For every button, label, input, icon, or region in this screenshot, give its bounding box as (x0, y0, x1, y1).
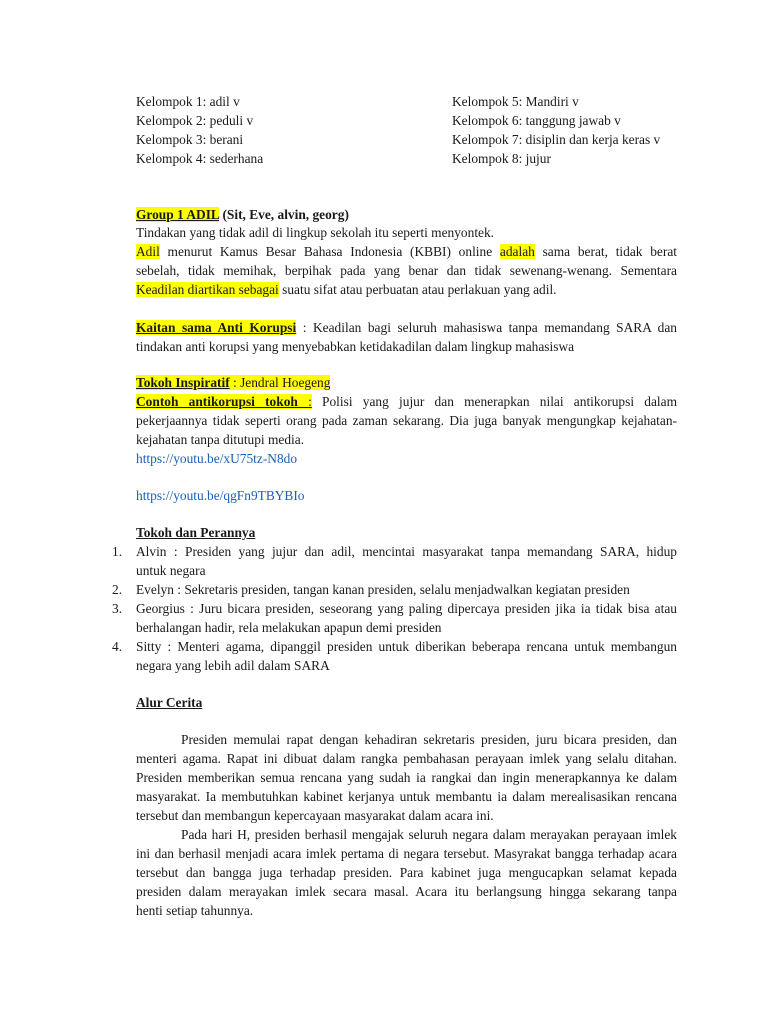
kelompok-item: Kelompok 2: peduli v (136, 113, 254, 128)
definition-line: sebelah, tidak memihak, berpihak pada yang benar dan tidak sewenang-wenang. Sementara (136, 263, 677, 278)
contoh-section (136, 392, 677, 449)
youtube-link-1[interactable]: https://youtu.be/xU75tz-N8do (136, 451, 298, 466)
definition-text: sama berat, tidak berat (534, 244, 677, 259)
adil-definition (136, 242, 677, 299)
paragraph-line: menteri agama. Rapat ini dibuat dalam rangka pembahasan perayaan imlek yang selalu ditahan. (136, 751, 677, 766)
list-item-text: Evelyn : Sekretaris presiden, tangan kanan presiden, selalu menjadwalkan kegiatan presiden (136, 582, 630, 597)
paragraph-line: tersebut dan membangun kepercayaan masyarakat dalam acara ini. (136, 808, 494, 823)
keadilan-highlight: Keadilan diartikan sebagai (136, 282, 279, 297)
group-heading (136, 205, 349, 224)
group-title: Group 1 ADIL (136, 207, 220, 222)
paragraph-line: Presiden memberikan semua rencana yang sudah ia rangkai dan ingin menerapkannya ke dalam (136, 770, 677, 785)
list-item (136, 637, 677, 675)
kaitan-text: Keadilan bagi seluruh mahasiswa tanpa memandang SARA dan (313, 320, 678, 335)
list-item (136, 599, 677, 637)
definition-text: menurut Kamus Besar Bahasa Indonesia (KBBI) online (159, 244, 500, 259)
kaitan-label: Kaitan sama Anti Korupsi (136, 320, 297, 335)
contoh-text: kejahatan tanpa ditutupi media. (136, 432, 305, 447)
list-number: 2. (112, 582, 123, 597)
kelompok-item: Kelompok 8: jujur (452, 151, 551, 166)
contoh-colon: : (308, 394, 312, 409)
group-statement: Tindakan yang tidak adil di lingkup sekolah itu seperti menyontek. (136, 225, 495, 240)
tokoh-inspiratif (136, 373, 330, 392)
paragraph-line: masyarakat. Ia membutuhkan kabinet kerjanya untuk membantu ia dalam merealisasikan rencana (136, 789, 677, 804)
paragraph-line: tersebut dan bangga juga terhadap presiden. Para kabinet juga mengucapkan selamat kepada (136, 865, 677, 880)
kelompok-item: Kelompok 6: tanggung jawab v (452, 113, 621, 128)
alur-heading: Alur Cerita (136, 695, 203, 710)
adalah-word: adalah (499, 244, 535, 259)
group-members: (Sit, Eve, alvin, georg) (219, 207, 349, 222)
contoh-text: pekerjaannya tidak seperti orang pada zaman sekarang. Dia juga banyak mengungkap kejahatan- (136, 413, 677, 428)
kaitan-text: tindakan anti korupsi yang menyebabkan ketidakadilan dalam lingkup mahasiswa (136, 339, 575, 354)
tokoh-label: Tokoh Inspiratif (136, 375, 230, 390)
paragraph-line: presiden dalam merayakan imlek secara masal. Acara itu berlangsung hingga sekarang tanpa (136, 884, 677, 899)
list-item-text: untuk negara (136, 563, 206, 578)
paragraph-line: ini dan berhasil menjadi acara imlek pertama di negara tersebut. Masyrakat bangga terhadap acara (136, 846, 677, 861)
kelompok-item: Kelompok 1: adil v (136, 94, 240, 109)
contoh-text: Polisi yang jujur dan menerapkan nilai antikorupsi dalam (311, 394, 677, 409)
list-item-text: negara yang lebih adil dalam SARA (136, 658, 330, 673)
kelompok-item: Kelompok 7: disiplin dan kerja keras v (452, 132, 661, 147)
list-number: 4. (112, 639, 123, 654)
adil-word: Adil (136, 244, 160, 259)
list-item (136, 542, 677, 580)
list-number: 3. (112, 601, 123, 616)
definition-text: suatu sifat atau perbuatan atau perlakuan yang adil. (278, 282, 557, 297)
kaitan-section (136, 318, 677, 356)
kelompok-item: Kelompok 4: sederhana (136, 151, 264, 166)
paragraph-line: Presiden memulai rapat dengan kehadiran sekretaris presiden, juru bicara presiden, dan (181, 732, 677, 747)
list-item (136, 580, 677, 599)
colon: : (296, 320, 313, 335)
contoh-label: Contoh antikorupsi tokoh (136, 394, 309, 409)
kelompok-item: Kelompok 3: berani (136, 132, 244, 147)
paragraph-line: henti setiap tahunnya. (136, 903, 254, 918)
list-item-text: berhalangan hadir, rela melakukan apapun demi presiden (136, 620, 442, 635)
list-item-text: Sitty : Menteri agama, dipanggil presiden untuk diberikan beberapa rencana untuk membangun (136, 639, 677, 654)
youtube-link-2[interactable]: https://youtu.be/qgFn9TBYBIo (136, 488, 305, 503)
alur-paragraph-1 (136, 730, 677, 920)
tokoh-value: : Jendral Hoegeng (229, 375, 331, 390)
list-item-text: Georgius : Juru bicara presiden, seseorang yang paling dipercaya presiden jika ia tidak bisa atau (136, 601, 677, 616)
peran-heading: Tokoh dan Perannya (136, 525, 256, 540)
list-item-text: Alvin : Presiden yang jujur dan adil, mencintai masyarakat tanpa memandang SARA, hidup (136, 544, 677, 559)
kelompok-item: Kelompok 5: Mandiri v (452, 94, 579, 109)
paragraph-line: Pada hari H, presiden berhasil mengajak seluruh negara dalam merayakan perayaan imlek (181, 827, 677, 842)
list-number: 1. (112, 544, 123, 559)
